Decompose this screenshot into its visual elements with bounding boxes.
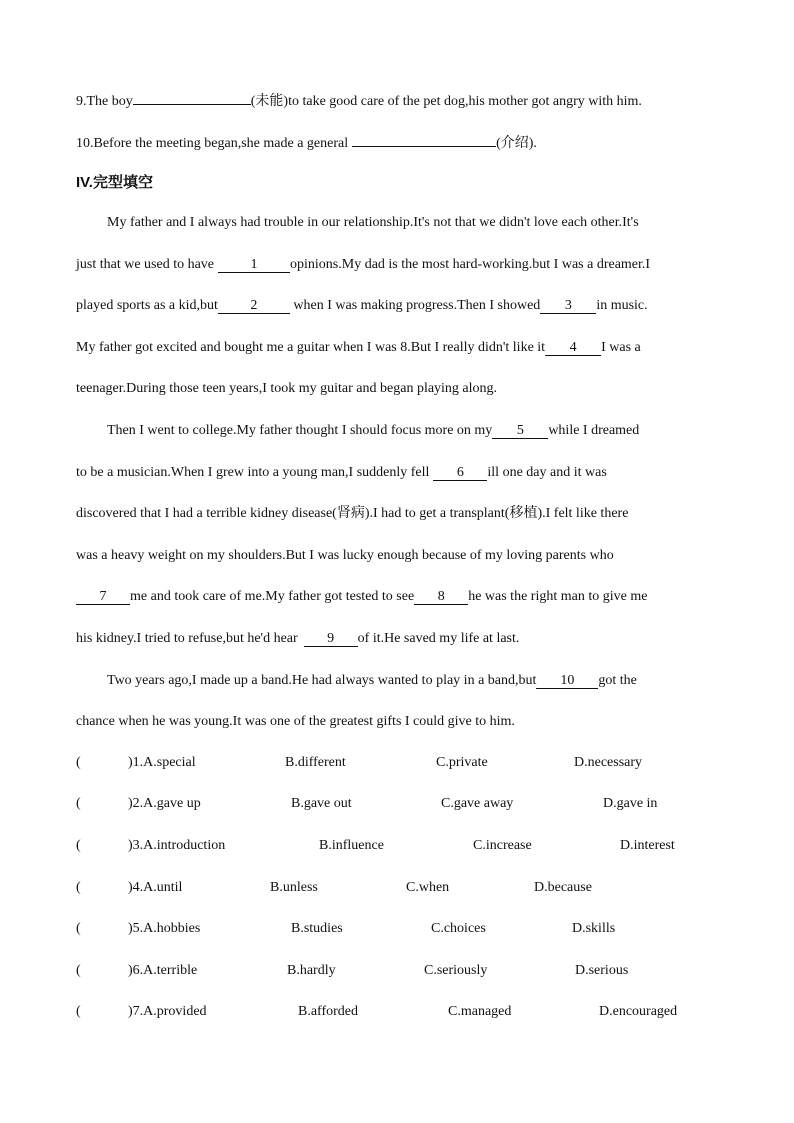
passage-line-4 (76, 339, 720, 357)
question-9-hint: (未能)to take good care of the pet dog,his mother got angry with him. (250, 94, 642, 109)
passage-text: just that we used to have (76, 257, 215, 272)
option-b[interactable]: B.gave out (291, 796, 352, 811)
passage-line-5 (76, 380, 720, 398)
passage-text: My father got excited and bought me a guitar when I was 8.But I really didn't like it (76, 340, 546, 355)
question-9 (76, 89, 720, 111)
passage-line-12 (107, 672, 717, 690)
passage-text: discovered that I had a terrible kidney disease(肾病).I had to get a transplant(移植).I felt like there (76, 506, 629, 521)
answer-paren[interactable]: ( (76, 963, 81, 978)
option-a[interactable]: )1.A.special (128, 755, 196, 770)
answer-paren[interactable]: ( (76, 921, 81, 936)
option-row-2 (76, 796, 716, 814)
option-b[interactable]: B.afforded (298, 1004, 358, 1019)
option-b[interactable]: B.unless (270, 880, 318, 895)
passage-text: was a heavy weight on my shoulders.But I was lucky enough because of my loving parents who (76, 548, 614, 563)
option-a[interactable]: )7.A.provided (128, 1004, 207, 1019)
option-a[interactable]: )6.A.terrible (128, 963, 198, 978)
passage-text: teenager.During those teen years,I took my guitar and began playing along. (76, 381, 498, 396)
option-b[interactable]: B.different (285, 755, 346, 770)
passage-text: Then I went to college.My father thought I should focus more on my (107, 423, 493, 438)
option-row-6 (76, 963, 716, 981)
blank-9[interactable]: 9 (304, 631, 358, 647)
passage-line-10 (76, 588, 720, 606)
passage-line-9 (76, 547, 720, 565)
option-d[interactable]: D.gave in (603, 796, 658, 811)
option-d[interactable]: D.skills (572, 921, 616, 936)
passage-text: of it.He saved my life at last. (357, 631, 520, 646)
option-row-4 (76, 880, 716, 898)
passage-text: in music. (596, 298, 648, 313)
passage-text: got the (598, 673, 637, 688)
blank-8[interactable]: 8 (414, 589, 468, 605)
passage-text: I was a (601, 340, 641, 355)
blank-6[interactable]: 6 (433, 465, 487, 481)
passage-line-1 (107, 214, 717, 232)
passage-text: he was the right man to give me (468, 589, 648, 604)
question-9-blank[interactable] (133, 89, 251, 105)
blank-10[interactable]: 10 (536, 673, 598, 689)
passage-line-7 (76, 464, 720, 482)
option-c[interactable]: C.managed (448, 1004, 512, 1019)
question-9-text: 9.The boy (76, 94, 133, 109)
answer-paren[interactable]: ( (76, 1004, 81, 1019)
option-c[interactable]: C.gave away (441, 796, 514, 811)
blank-5[interactable]: 5 (492, 423, 548, 439)
option-a[interactable]: )4.A.until (128, 880, 183, 895)
option-a[interactable]: )2.A.gave up (128, 796, 201, 811)
option-d[interactable]: D.because (534, 880, 592, 895)
option-d[interactable]: D.necessary (574, 755, 643, 770)
answer-paren[interactable]: ( (76, 838, 81, 853)
question-10-hint: (介绍). (496, 136, 537, 151)
question-10-blank[interactable] (352, 131, 496, 147)
option-a[interactable]: )5.A.hobbies (128, 921, 201, 936)
blank-1[interactable]: 1 (218, 257, 290, 273)
passage-line-8 (76, 505, 720, 523)
answer-paren[interactable]: ( (76, 755, 81, 770)
answer-paren[interactable]: ( (76, 880, 81, 895)
section-title: IV.完型填空 (76, 174, 153, 191)
option-c[interactable]: C.increase (473, 838, 532, 853)
passage-text: Two years ago,I made up a band.He had always wanted to play in a band,but (107, 673, 537, 688)
option-row-5 (76, 921, 716, 939)
option-row-7 (76, 1004, 716, 1022)
blank-3[interactable]: 3 (540, 298, 596, 314)
option-a[interactable]: )3.A.introduction (128, 838, 226, 853)
passage-text: his kidney.I tried to refuse,but he'd hear (76, 631, 298, 646)
blank-2[interactable]: 2 (218, 298, 290, 314)
passage-line-11 (76, 630, 720, 648)
passage-text: chance when he was young.It was one of the greatest gifts I could give to him. (76, 714, 515, 729)
passage-text: My father and I always had trouble in our relationship.It's not that we didn't love each other.It's (107, 215, 639, 230)
option-c[interactable]: C.when (406, 880, 450, 895)
blank-4[interactable]: 4 (545, 340, 601, 356)
option-d[interactable]: D.interest (620, 838, 675, 853)
passage-text: when I was making progress.Then I showed (289, 298, 541, 313)
option-row-3 (76, 838, 716, 856)
option-c[interactable]: C.choices (431, 921, 486, 936)
passage-text: while I dreamed (548, 423, 640, 438)
option-d[interactable]: D.serious (575, 963, 629, 978)
option-row-1 (76, 755, 716, 773)
option-c[interactable]: C.seriously (424, 963, 488, 978)
option-b[interactable]: B.hardly (287, 963, 336, 978)
passage-line-3 (76, 297, 720, 315)
passage-line-2 (76, 256, 720, 274)
option-d[interactable]: D.encouraged (599, 1004, 678, 1019)
passage-line-13 (76, 713, 720, 731)
answer-paren[interactable]: ( (76, 796, 81, 811)
question-10-text: 10.Before the meeting began,she made a general (76, 136, 349, 151)
passage-text: opinions.My dad is the most hard-working.but I was a dreamer.I (290, 257, 651, 272)
passage-text: played sports as a kid,but (76, 298, 218, 313)
question-10 (76, 131, 720, 153)
option-c[interactable]: C.private (436, 755, 488, 770)
passage-text: to be a musician.When I grew into a young man,I suddenly fell (76, 465, 430, 480)
passage-text: me and took care of me.My father got tested to see (130, 589, 415, 604)
option-b[interactable]: B.influence (319, 838, 384, 853)
passage-line-6 (107, 422, 717, 440)
option-b[interactable]: B.studies (291, 921, 343, 936)
passage-text: ill one day and it was (487, 465, 607, 480)
blank-7[interactable]: 7 (76, 589, 130, 605)
